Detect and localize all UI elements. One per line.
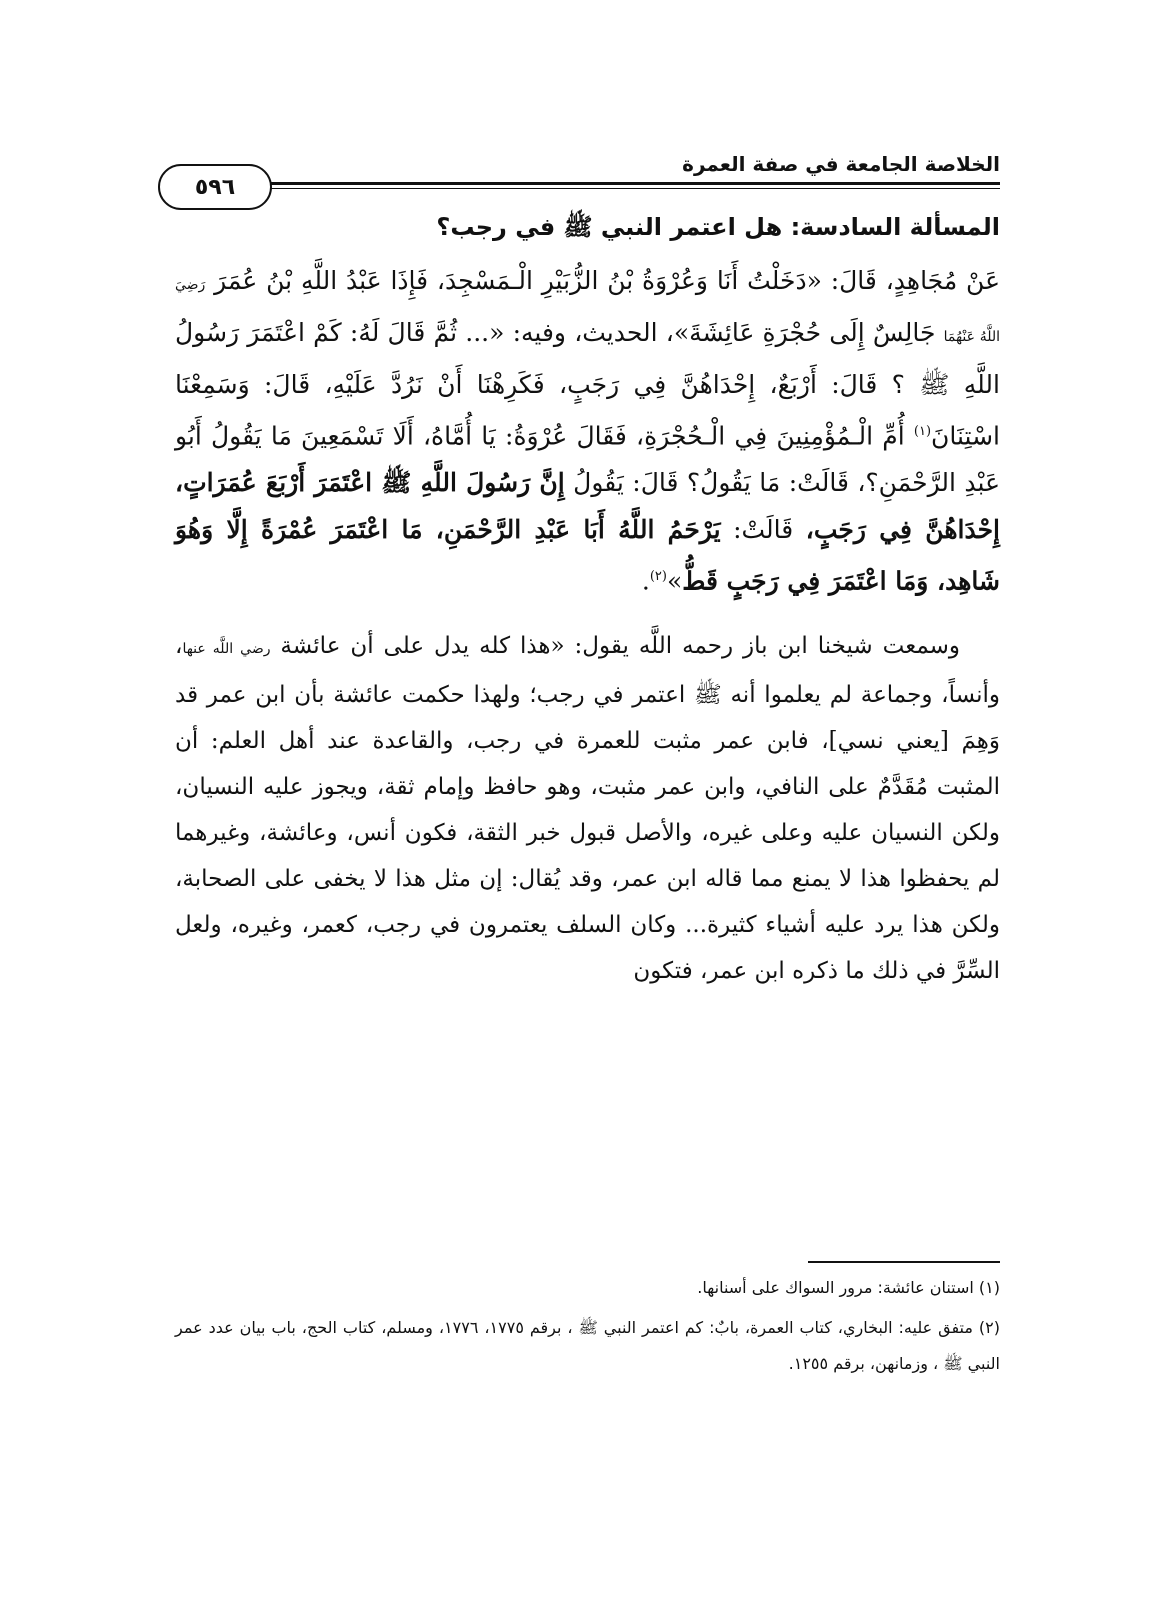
hadith-bold-2: يَرْحَمُ اللَّهُ أَبَا عَبْدِ الرَّحْمَنِ، مَا اعْتَمَرَ عُمْرَةً إِلَّا وَهُوَ شَاهِد، وَمَا اعْتَمَرَ فِي رَجَبٍ قَطُّ (175, 515, 1000, 596)
footnote-separator (808, 1261, 1000, 1263)
header-rule (198, 182, 1000, 185)
hadith-text (175, 257, 1000, 605)
page-header (158, 150, 1000, 210)
hadith-middle3: قَالَتْ: (720, 515, 806, 545)
footnote-1: (١) استنان عائشة: مرور السواك على أسنانها. (697, 1278, 1000, 1297)
hadith-end: » (666, 566, 683, 596)
hadith-tail: . (641, 566, 650, 596)
paragraph-start: وسمعت شيخنا ابن باز رحمه اللَّه يقول: «هذا كله يدل على أن عائشة (270, 632, 960, 659)
hadith-middle2: أُمِّ الْـمُؤْمِنِينَ فِي الْـحُجْرَةِ، فَقَالَ عُرْوَةُ: يَا أُمَّاهُ، أَلَا تَسْمَعِينَ مَا يَقُولُ أَبُو عَبْدِ الرَّحْمَنِ؟، قَالَتْ: مَا يَقُولُ؟ قَالَ: يَقُولُ (175, 421, 1001, 498)
paragraph-rest: ، وأنساً، وجماعة لم يعلموا أنه ﷺ اعتمر في رجب؛ ولهذا حكمت عائشة بأن ابن عمر قد وَهِمَ [يعني نسي]، فابن عمر مثبت للعمرة في رجب، والقاعدة عند أهل العلم: أن المثبت مُقَدَّمٌ على النافي، وابن عمر مثبت، وهو حافظ وإمام ثقة، ويجوز عليه النسيان، ولكن النسيان عليه وعلى غيره، والأصل قبول خبر الثقة، فكون أنس، وعائشة، وغيرهما لم يحفظوا هذا لا يمنع مما قاله ابن عمر، وقد يُقال: إن مثل هذا لا يخفى على الصحابة، ولكن هذا يرد عليه أشياء كثيرة... وكان السلف يعتمرون في رجب، كعمر، وغيره، ولعل السِّرَّ في ذلك ما ذكره ابن عمر، فتكون (175, 632, 1000, 984)
footnote-2: (٢) متفق عليه: البخاري، كتاب العمرة، بابٌ: كم اعتمر النبي ﷺ ، برقم ١٧٧٥، ١٧٧٦، ومسلم، كتاب الحج، باب بيان عدد عمر النبي ﷺ ، وزمانهن، برقم ١٢٥٥. (175, 1318, 1000, 1373)
hadith-intro: عَنْ مُجَاهِدٍ، قَالَ: «دَخَلْتُ أَنَا وَعُرْوَةُ بْنُ الزُّبَيْرِ الْـمَسْجِدَ، فَإِذَا عَبْدُ اللَّهِ بْنُ عُمَرَ (205, 266, 1000, 295)
hadith-middle: جَالِسٌ إِلَى حُجْرَةِ عَائِشَةَ»، الحديث، وفيه: «... ثُمَّ قَالَ لَهُ: كَمْ اعْتَمَرَ رَسُولُ اللَّهِ ﷺ ؟ قَالَ: أَرْبَعٌ، إِحْدَاهُنَّ فِي رَجَبٍ، فَكَرِهْنَا أَنْ نَرُدَّ عَلَيْهِ، قَالَ: وَسَمِعْنَا اسْتِنَانَ (175, 318, 1000, 451)
page-body (175, 205, 1000, 994)
running-title: الخلاصة الجامعة في صفة العمرة (682, 152, 1000, 176)
hadith-bold-1: إِنَّ رَسُولَ اللَّهِ ﷺ اعْتَمَرَ أَرْبَعَ عُمَرَاتٍ، إِحْدَاهُنَّ فِي رَجَبٍ، (175, 468, 1000, 545)
paragraph-honorific: رضي اللَّه عنها (182, 640, 271, 657)
page-number: ٥٩٦ (158, 164, 272, 210)
footnote-ref-2[interactable]: (٢) (649, 569, 667, 585)
header-rule-thin (198, 188, 1000, 189)
footnotes (175, 1270, 1000, 1386)
footnote-ref-1[interactable]: (١) (913, 424, 932, 439)
honorific: رَضِيَ اللَّهُ عَنْهُمَا (175, 277, 1000, 345)
section-heading: المسألة السادسة: هل اعتمر النبي ﷺ في رجب؟ (436, 213, 1000, 241)
commentary-paragraph (175, 623, 1000, 994)
